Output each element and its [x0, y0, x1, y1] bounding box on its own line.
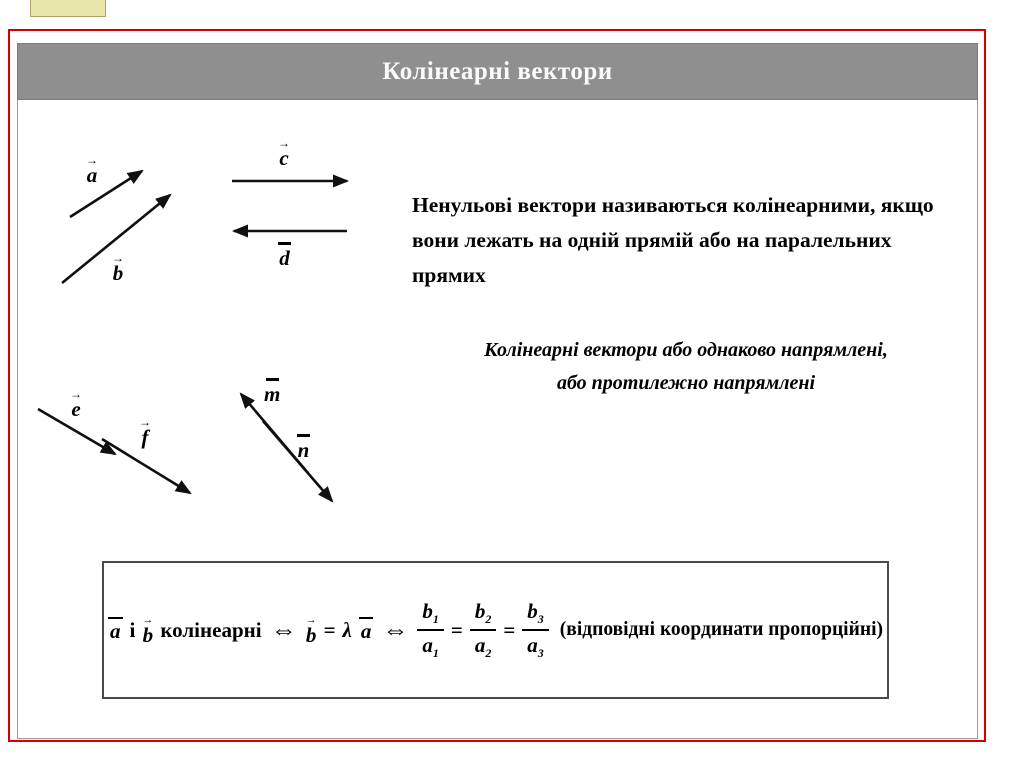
- vector-label-m: [264, 378, 280, 405]
- denominator-sub: 3: [537, 646, 544, 661]
- formula-collinear-word: колінеарні: [160, 617, 262, 642]
- formula-b-vector-2: [306, 615, 317, 646]
- fraction-numerator: [417, 600, 444, 631]
- note-text: [400, 334, 972, 400]
- iff-symbol: ⇔: [270, 615, 297, 644]
- numerator-sub: 2: [485, 612, 492, 627]
- numerator-letter: b: [474, 599, 486, 624]
- vector-label-f: [139, 416, 151, 448]
- formula-a-overbar: a: [110, 618, 121, 643]
- iff-symbol: ⇔: [382, 615, 409, 644]
- note-line-2: або протилежно напрямлені: [556, 372, 816, 394]
- fraction-denominator: [527, 631, 544, 660]
- vector-letter: b: [112, 261, 124, 285]
- vector-a-arrow: [70, 171, 142, 217]
- slide-title: Колінеарні вектори: [382, 57, 613, 85]
- vector-letter: c: [279, 146, 289, 170]
- vector-arrow-mark: →: [142, 613, 154, 626]
- denominator-letter: a: [422, 633, 433, 657]
- numerator-sub: 1: [432, 612, 439, 627]
- denominator-letter: a: [474, 633, 486, 657]
- fraction-numerator: [470, 600, 497, 631]
- numerator-letter: b: [422, 599, 433, 624]
- denominator-sub: 2: [485, 646, 492, 661]
- equals-sign: =: [323, 617, 336, 642]
- numerator-letter: b: [527, 599, 538, 624]
- vector-letter: e: [71, 397, 81, 421]
- fraction-3: [522, 600, 549, 660]
- corner-tab: [30, 0, 106, 17]
- vector-arrow-mark: →: [86, 153, 98, 167]
- vector-letter: a: [86, 163, 98, 187]
- numerator-sub: 3: [537, 612, 544, 627]
- vector-arrow-mark: →: [305, 613, 317, 626]
- vector-overbar-mark: [297, 434, 310, 437]
- vector-letter: n: [297, 438, 310, 462]
- vector-label-e: [70, 388, 82, 420]
- vector-label-d: [278, 242, 291, 269]
- slide-title-bar: [17, 43, 978, 100]
- denominator-sub: 1: [432, 646, 439, 661]
- formula-box: [102, 561, 889, 699]
- denominator-letter: a: [527, 633, 538, 657]
- vector-label-b: [112, 252, 124, 284]
- vector-arrow-mark: →: [278, 136, 290, 150]
- vector-label-a: [86, 154, 98, 186]
- vector-label-n: [297, 434, 310, 461]
- equals-sign: =: [503, 617, 516, 642]
- fraction-1: [417, 600, 444, 660]
- vector-overbar-mark: [278, 242, 291, 245]
- vector-arrow-mark: →: [139, 415, 151, 429]
- equals-sign: =: [450, 617, 463, 642]
- definition-text: Ненульові вектори називаються колінеарними, якщо вони лежать на одній прямій або на паралельних прямих: [412, 193, 934, 287]
- vector-overbar-mark: [266, 378, 279, 381]
- fraction-2: [470, 600, 497, 660]
- formula-a-overbar-2: a: [360, 618, 372, 643]
- fraction-numerator: [522, 600, 549, 631]
- formula-b-letter: b: [142, 622, 154, 647]
- vector-arrow-mark: →: [70, 387, 82, 401]
- vector-arrow-mark: →: [112, 251, 124, 265]
- vector-letter: m: [264, 382, 281, 406]
- vector-letter: f: [141, 425, 149, 449]
- formula-tail-note: (відповідні координати пропорційні): [559, 619, 883, 640]
- note-line-1: Колінеарні вектори або однаково напрямлені,: [484, 339, 888, 361]
- formula-b-letter: b: [305, 622, 317, 647]
- fraction-denominator: [475, 631, 492, 660]
- vector-letter: d: [279, 246, 290, 270]
- formula-b-vector: [142, 615, 153, 646]
- vectors-diagram: [20, 105, 420, 535]
- vector-label-c: [278, 137, 290, 169]
- formula-and-word: і: [129, 617, 136, 642]
- fraction-denominator: [422, 631, 439, 660]
- lambda-symbol: λ: [342, 617, 352, 642]
